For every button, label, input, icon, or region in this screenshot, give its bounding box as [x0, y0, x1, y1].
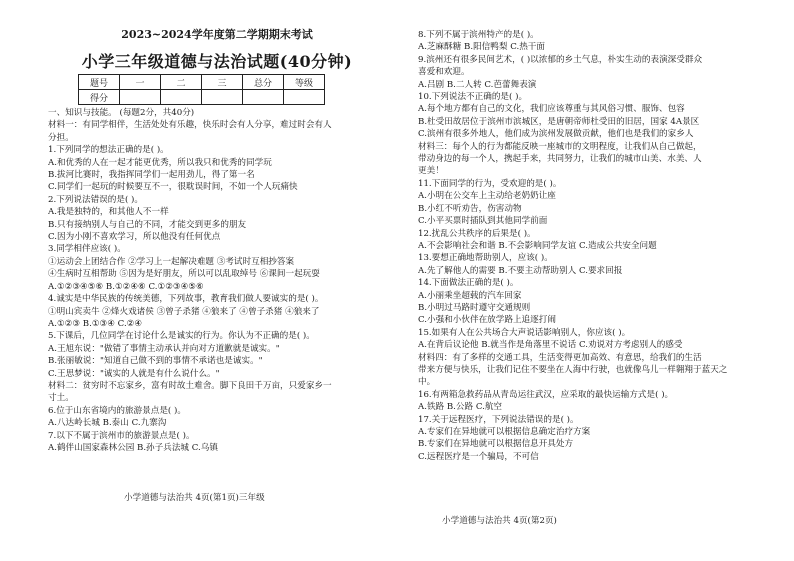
text-line: A.在背后议论他 B.就当作是角落里不说话 C.劝说对方考虑别人的感受 — [418, 340, 683, 351]
text-line: A.小丽乘坐超载的汽车回家 — [418, 290, 522, 301]
exam-title: 2023~2024学年度第二学期期末考试 — [121, 28, 313, 41]
text-line: 7.以下不属于滨州市的旅游景点是( )。 — [48, 430, 195, 441]
text-line: B.小明过马路时遵守交通规则 — [418, 302, 531, 313]
left-column-body — [48, 107, 386, 454]
text-line: A.专家们在异地就可以根据信息确定治疗方案 — [418, 427, 591, 437]
text-line: B.杜受田故居位于滨州市滨城区，是唐朝帝师杜受田的旧居，国家 4A景区 — [418, 116, 700, 127]
score-table-header-row — [79, 75, 325, 90]
text-line: C.王思梦说："诚实的人就是有什么说什么。" — [48, 368, 220, 379]
text-line: 寸土。 — [48, 393, 74, 404]
score-cell: 得分 — [79, 90, 120, 105]
text-line: A.芝麻酥糖 B.阳信鸭梨 C.热干面 — [418, 42, 545, 53]
score-table — [78, 74, 325, 105]
page-footer-right: 小学道德与法治共 4页(第2页) — [442, 516, 557, 526]
text-line: C.同学们一起玩的时候要互不一，很耽误时间，不如一个人玩痛快 — [48, 182, 298, 193]
text-line: 材料二：贫穷时不忘家乡，富有时故土难舍。脚下良田千万亩，只爱家乡一 — [48, 380, 332, 391]
text-line: 材料一：有同学相伴，生活处处有乐趣，快乐时会有人分享，难过时会有人 — [48, 120, 332, 131]
text-line: A.王旭东说："做错了事情主动承认并向对方道歉就是诚实。" — [48, 343, 280, 354]
text-line: ①运动会上团结合作 ②学习上一起解决难题 ③考试时互相抄答案 — [48, 256, 295, 267]
text-line: C.小平买票时插队到其他同学前面 — [418, 216, 548, 227]
text-line: 6.位于山东省境内的旅游景点是( )。 — [48, 405, 186, 416]
page-footer-left: 小学道德与法治共 4页(第1页)三年级 — [124, 493, 265, 503]
text-line: 带来方便与快乐，让我们记住不要坐在人海中行驶，也就像鸟儿一样翱翔于蓝天之 — [418, 364, 728, 375]
text-line: ④生病时互相帮助 ⑤因为是好朋友，所以可以乱取绰号 ⑥课间一起玩耍 — [48, 269, 320, 280]
score-cell — [120, 90, 161, 105]
text-line: A.我是独特的，和其他人不一样 — [48, 207, 169, 218]
text-line: B.专家们在异地就可以根据信息开具处方 — [418, 439, 574, 450]
text-line: 12.扰乱公共秩序的后果是( )。 — [418, 228, 536, 239]
score-cell — [284, 90, 325, 105]
text-line: 4.诚实是中华民族的传统美德，下列故事，教育我们做人要诚实的是( )。 — [48, 294, 324, 305]
text-line: A.鹤伴山国家森林公园 B.孙子兵法城 C.乌镇 — [48, 442, 218, 453]
text-line: A.吕剧 B.二人转 C.芭蕾舞表演 — [418, 79, 537, 90]
text-line: ①明山宾卖牛 ②烽火戏诸侯 ③曾子杀猪 ④狼来了 ④曾子杀猪 ④狼来了 — [48, 306, 320, 317]
text-line: A.①②③ B.①③④ C.②④ — [48, 318, 143, 329]
text-line: 3.同学相伴应该( )。 — [48, 244, 126, 255]
text-line: C.因为小刚不喜欢学习，所以他没有任何优点 — [48, 232, 221, 243]
text-line: B.小红不听劝告，伤害动物 — [418, 203, 522, 214]
text-line: A.先了解他人的需要 B.不要主动帮助别人 C.要求回报 — [418, 265, 623, 276]
text-line: 材料三：每个人的行为都能反映一座城市的文明程度，让我们从自己做起， — [418, 141, 702, 152]
right-column-body — [418, 29, 754, 463]
score-cell — [202, 90, 243, 105]
text-line: A.铁路 B.公路 C.航空 — [418, 402, 503, 413]
score-cell: 题号 — [79, 75, 120, 90]
score-cell — [243, 90, 284, 105]
text-line: 14.下面做法正确的是( )。 — [418, 278, 519, 289]
text-line: 5.下课后，几位同学在讨论什么是诚实的行为。你认为不正确的是( )。 — [48, 331, 315, 342]
text-line: B.拔河比赛时，我指挥同学们一起用劲儿，得了第一名 — [48, 170, 255, 181]
text-line: C.小强和小伙伴在放学路上追逐打闹 — [418, 315, 556, 326]
text-line: 更美！ — [418, 166, 444, 177]
text-line: 10.下列说法不正确的是( )。 — [418, 92, 528, 103]
text-line: 材料四：有了多样的交通工具，生活变得更加高效、有意思，给我们的生活 — [418, 352, 702, 363]
text-line: 1.下列同学的想法正确的是( )。 — [48, 145, 169, 156]
text-line: 中。 — [418, 377, 436, 388]
text-line: 2.下列说法错误的是( )。 — [48, 194, 143, 205]
text-line: 带动身边的每一个人，携起手来，共同努力，让我们的城市山美、水美、人 — [418, 154, 702, 165]
text-line: 9.滨州还有很多民间艺术，( )以浓郁的乡土气息，朴实生动的表演深受群众 — [418, 54, 703, 65]
text-line: B.只有接纳别人与自己的不同，才能交到更多的朋友 — [48, 219, 247, 230]
score-cell: 一 — [120, 75, 161, 90]
text-line: C.远程医疗是一个骗局，不可信 — [418, 451, 539, 462]
text-line: 13.要想正确地帮助别人，应该( )。 — [418, 253, 553, 264]
text-line: A.和优秀的人在一起才能更优秀，所以我只和优秀的同学玩 — [48, 157, 272, 168]
text-line: 15.如果有人在公共场合大声说话影响别人，你应该( )。 — [418, 327, 631, 338]
text-line: A.每个地方都有自己的文化，我们应该尊重与其风俗习惯、服饰、包容 — [418, 104, 685, 115]
score-cell — [161, 90, 202, 105]
score-cell: 三 — [202, 75, 243, 90]
text-line: 11.下面同学的行为，受欢迎的是( )。 — [418, 178, 562, 189]
text-line: B.张丽敏说："知道自己做不到的事情不承诺也是诚实。" — [48, 356, 263, 367]
text-line: 一、知识与技能。 (每题2分，共40分) — [48, 108, 195, 118]
text-line: A.八达岭长城 B.泰山 C.九寨沟 — [48, 418, 167, 429]
page-right — [418, 0, 754, 561]
text-line: 分担。 — [48, 132, 74, 143]
page-left — [48, 0, 386, 561]
text-line: A.不会影响社会和谐 B.不会影响同学友谊 C.造成公共安全问题 — [418, 240, 657, 251]
paper-title: 小学三年级道德与法治试题(40分钟) — [81, 52, 353, 71]
score-cell: 二 — [161, 75, 202, 90]
text-line: A.①②③④⑤⑥ B.①②④⑥ C.①②③④⑤⑥ — [48, 281, 204, 292]
score-cell: 总分 — [243, 75, 284, 90]
text-line: A.小明在公交车上主动给老奶奶让座 — [418, 191, 556, 202]
score-cell: 等级 — [284, 75, 325, 90]
text-line: 8.下列不属于滨州特产的是( )。 — [418, 30, 539, 40]
text-line: 16.有两箱急救药品从青岛运往武汉，应采取的最快运输方式是( )。 — [418, 389, 674, 400]
text-line: 喜爱和欢迎。 — [418, 67, 470, 78]
text-line: 17.关于远程医疗，下列说法错误的是( )。 — [418, 414, 579, 425]
score-table-score-row — [79, 90, 325, 105]
text-line: C.滨州有很多外地人，他们成为滨州发展做贡献，他们也是我们的家乡人 — [418, 129, 694, 140]
